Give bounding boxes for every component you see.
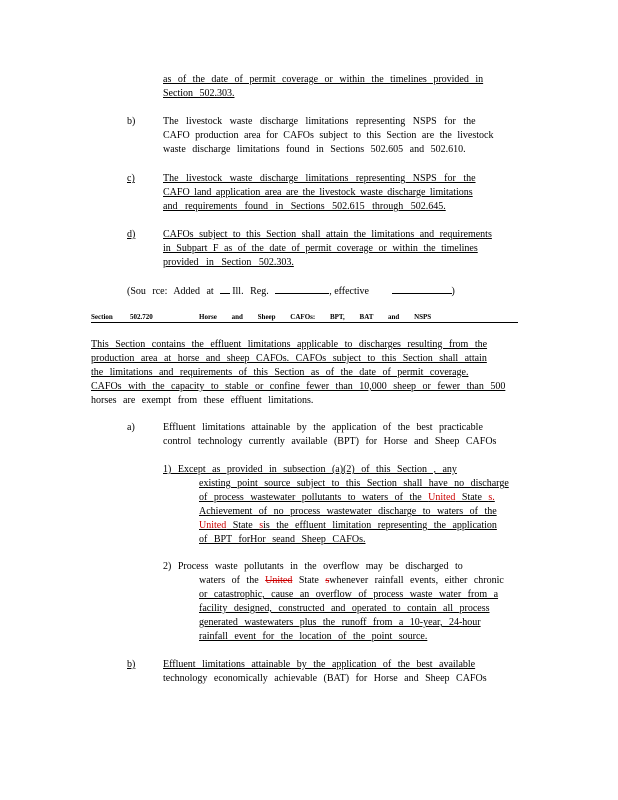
ill-reg-text: Ill. Reg. xyxy=(232,286,269,297)
item-a-label: a) xyxy=(127,422,135,433)
sub2-l2-strike2: s xyxy=(325,575,330,586)
item-c-line-1: The livestock waste discharge limitations representing NSPS for the xyxy=(163,173,476,184)
item-d-line-1: CAFOs subject to this Section shall attain the limitations and requirements xyxy=(163,229,492,240)
intro-line-3: the limitations and requirements of this Section as of the date of permit coverage. xyxy=(91,367,469,378)
section-title: Horse and Sheep CAFOs: BPT, BAT and NSPS xyxy=(199,313,432,321)
intro-line-1: This Section contains the effluent limitations applicable to discharges resulting from the xyxy=(91,339,488,350)
sub2-l2b: State xyxy=(292,575,326,586)
continuation-line-1: as of the date of permit coverage or within the timelines provided in xyxy=(163,74,484,85)
item-c-line-3: and requirements found in Sections 502.615 through 502.645. xyxy=(163,201,446,212)
sub1-line-4 xyxy=(199,506,497,518)
item-d-line-2: in Subpart F as of the date of permit coverage or within the timelines xyxy=(163,243,478,254)
intro-line-2: production area at horse and sheep CAFOs. CAFOs subject to this Section shall attain xyxy=(91,353,487,364)
sub1-line-5 xyxy=(199,520,497,532)
sub2-line-5: generated wastewaters plus the runoff from a 10-year, 24-hour xyxy=(199,617,481,628)
sub2-l2c: whenever rainfall events, either chronic xyxy=(329,575,504,586)
sub1-first: 1) Except as provided in subsection (a)(2) of this Section , any xyxy=(163,464,457,475)
section-header-rule xyxy=(91,322,518,323)
item-d-line-3: provided in Section 502.303. xyxy=(163,257,294,268)
item-b-line-1: The livestock waste discharge limitations representing NSPS for the xyxy=(163,116,476,127)
continuation-line-2: Section 502.303. xyxy=(163,88,235,99)
item-a-line-2: control technology currently available (BPT) for Horse and Sheep CAFOs xyxy=(163,436,497,447)
sub1-l5b: is the effluent limitation representing the application xyxy=(263,520,497,531)
intro-line-4: CAFOs with the capacity to stable or confine fewer than 10,000 sheep or fewer than 500 xyxy=(91,381,506,392)
section-number: 502.720 xyxy=(130,313,153,321)
page-blank xyxy=(275,284,329,294)
source-label: (Sou rce: Added at xyxy=(127,286,214,297)
sub2-line-1: 2) Process waste pollutants in the overflow may be discharged to xyxy=(163,561,463,572)
item-d-label: d) xyxy=(127,229,136,240)
sub1-l5-red: United xyxy=(199,520,227,531)
sub1-l5a: State xyxy=(226,520,260,531)
item-b-line-2: CAFO production area for CAFOs subject to this Section are the livestock xyxy=(163,130,494,141)
sub1-l5-red2: s xyxy=(259,520,264,531)
sub1-line-2: existing point source subject to this Section shall have no discharge xyxy=(199,478,509,489)
sub1-line-3 xyxy=(199,492,495,504)
item-b2-line-2: technology economically achievable (BAT) for Horse and Sheep CAFOs xyxy=(163,673,487,684)
date-blank xyxy=(392,284,452,294)
item-c-line-2: CAFO land application area are the livestock waste discharge limitations xyxy=(163,187,473,198)
item-b2-label: b) xyxy=(127,659,136,670)
sub1-l4b: waters of the xyxy=(437,506,497,517)
sub2-line-3: or catastrophic, cause an overflow of process waste water from a xyxy=(199,589,499,600)
item-b-line-3: waste discharge limitations found in Sections 502.605 and 502.610. xyxy=(163,144,466,155)
volume-blank xyxy=(220,284,230,294)
sub2-l2-strike: United xyxy=(265,575,293,586)
section-label: Section xyxy=(91,313,113,321)
intro-line-5: horses are exempt from these effluent limitations. xyxy=(91,395,314,406)
sub1-l3b: State xyxy=(455,492,489,503)
sub1-l3-red2: s. xyxy=(488,492,495,503)
sub1-l3-red: United xyxy=(428,492,456,503)
sub1-l3a: of process wastewater pollutants to waters of the xyxy=(199,492,429,503)
effective-text: , effective xyxy=(329,286,369,297)
item-c-label: c) xyxy=(127,173,135,184)
sub1-line-1 xyxy=(163,464,457,476)
source-close: ) xyxy=(451,286,455,297)
item-a-line-1: Effluent limitations attainable by the application of the best practicable xyxy=(163,422,483,433)
item-b-label: b) xyxy=(127,116,136,127)
sub2-line-2 xyxy=(199,575,504,587)
sub1-l4a: Achievement of no process wastewater discharge to xyxy=(199,506,431,517)
source-note xyxy=(127,284,455,298)
item-b2-line-1: Effluent limitations attainable by the application of the best available xyxy=(163,659,476,670)
sub1-line-6: of BPT forHor seand Sheep CAFOs. xyxy=(199,534,366,545)
sub2-line-4: facility designed, constructed and operated to contain all process xyxy=(199,603,490,614)
sub2-line-6: rainfall event for the location of the point source. xyxy=(199,631,428,642)
sub2-l2a: waters of the xyxy=(199,575,266,586)
